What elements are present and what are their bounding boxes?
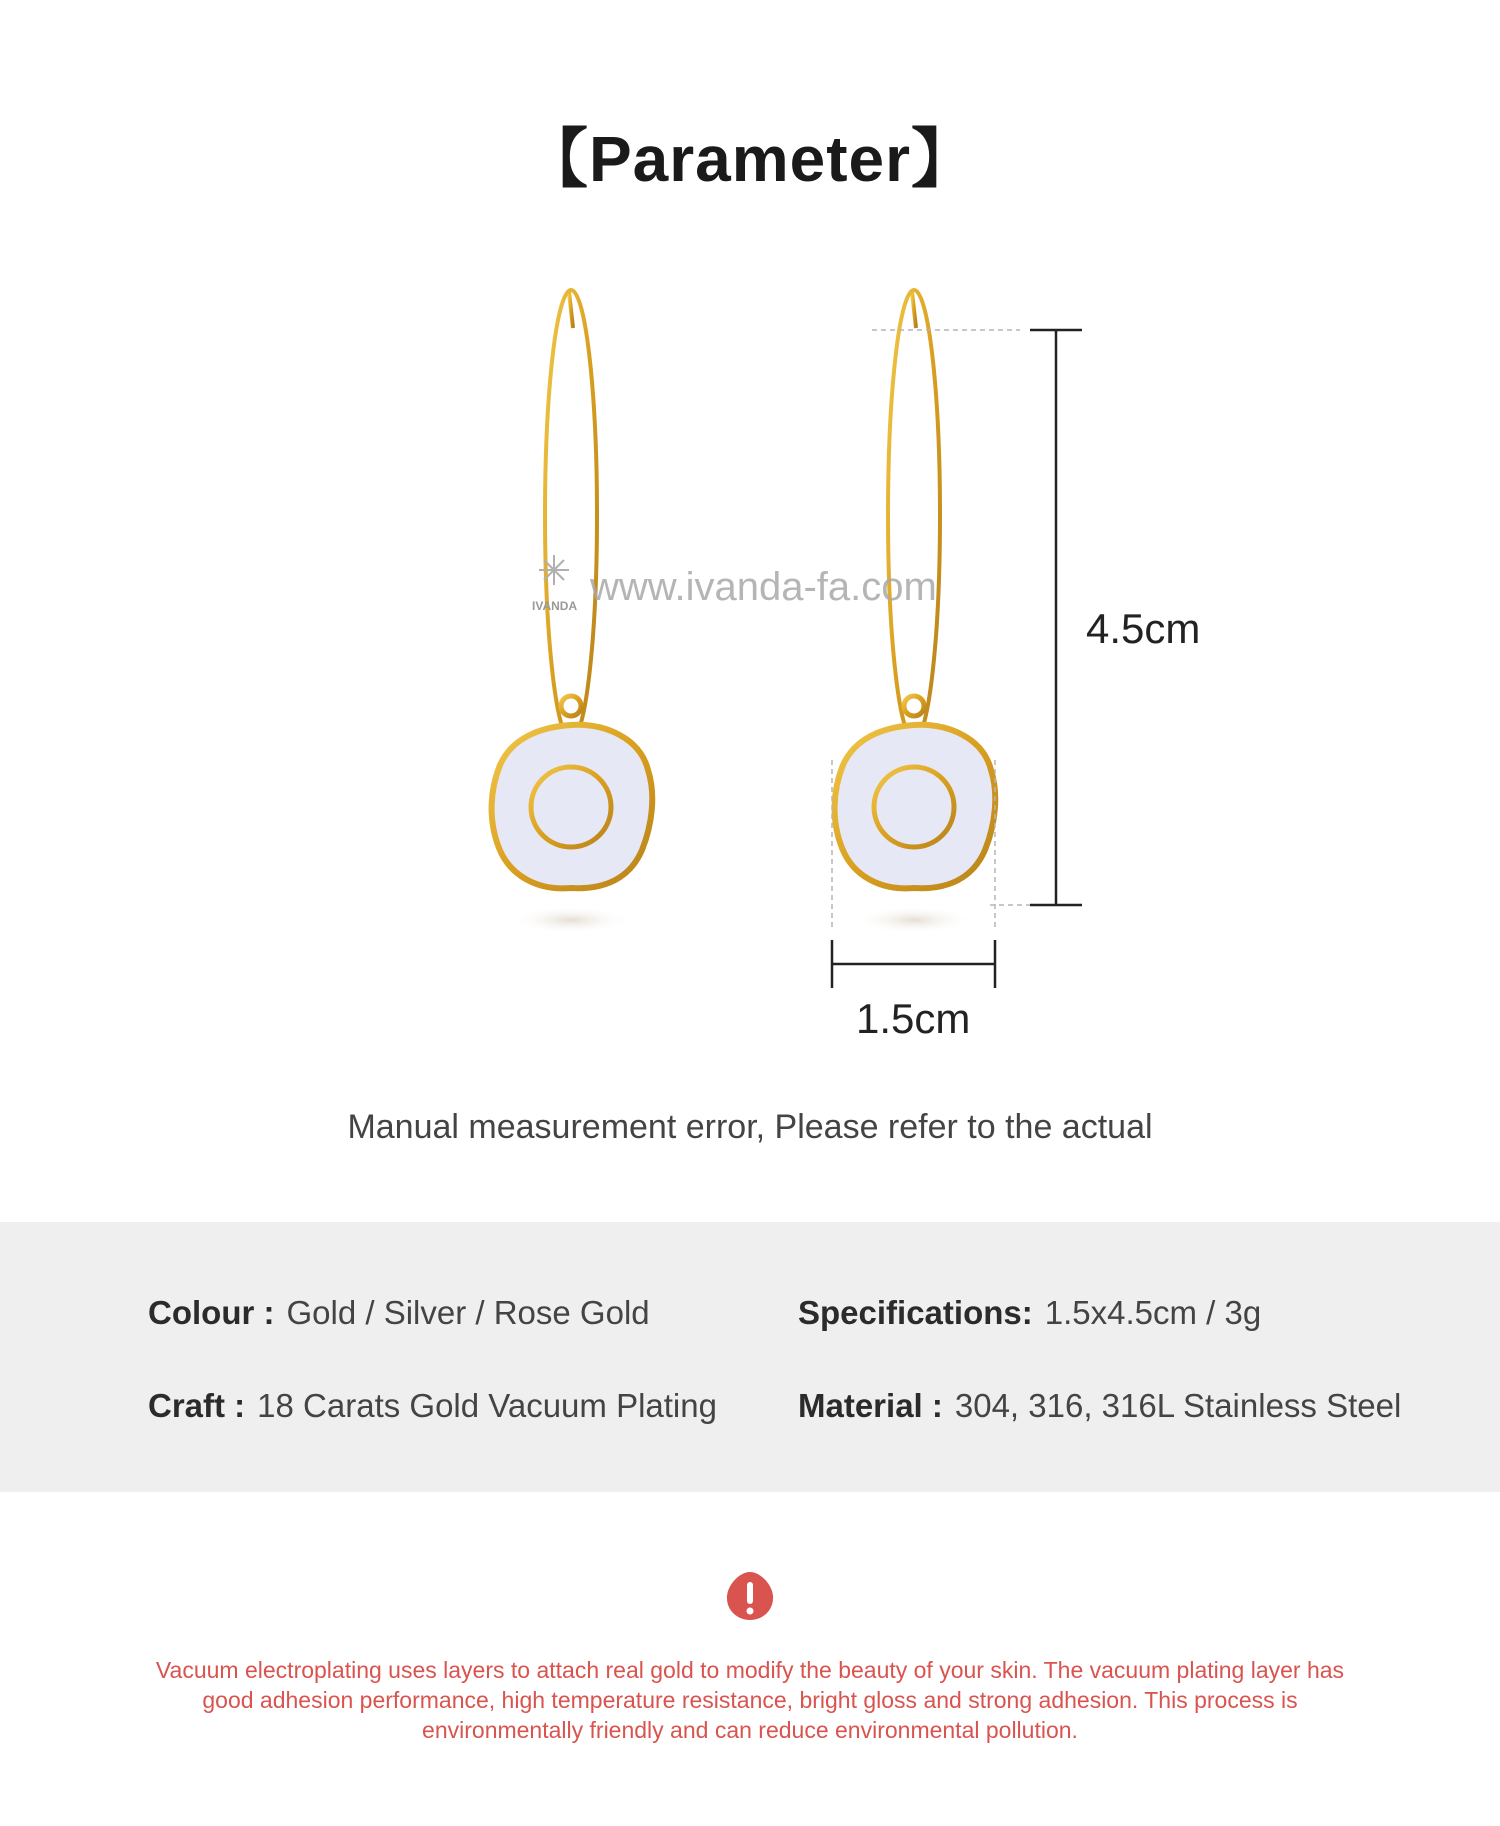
spec-specifications (798, 1294, 1261, 1332)
watermark-brand: IVANDA (532, 599, 578, 613)
spec-specifications-value: 1.5x4.5cm / 3g (1044, 1294, 1262, 1331)
width-dimension-marker (832, 940, 995, 988)
watermark-url: www.ivanda-fa.com (590, 565, 937, 609)
spec-colour-value: Gold / Silver / Rose Gold (286, 1294, 650, 1331)
spec-material-label: Material : (798, 1387, 943, 1424)
plating-description: Vacuum electroplating uses layers to attach real gold to modify the beauty of your skin. The vacuum plating layer has good adhesion performance, high temperature resistance, bright gloss and strong adhesion. This process is environmentally friendly and can reduce environmental pollution. (155, 1657, 1345, 1743)
page-title: 【Parameter】 (523, 123, 977, 195)
height-dimension-marker (1030, 330, 1082, 905)
spec-colour (148, 1294, 650, 1332)
spec-craft-value: 18 Carats Gold Vacuum Plating (257, 1387, 717, 1424)
spec-colour-label: Colour : (148, 1294, 275, 1331)
earrings-illustration (0, 250, 1500, 1070)
earring-right (835, 290, 996, 934)
alert-icon (725, 1570, 775, 1622)
height-label: 4.5cm (1086, 605, 1201, 652)
watermark (532, 555, 937, 613)
width-label: 1.5cm (856, 995, 971, 1042)
spec-craft-label: Craft : (148, 1387, 246, 1424)
spec-material (798, 1387, 1401, 1425)
spec-craft (148, 1387, 717, 1425)
spec-specifications-label: Specifications: (798, 1294, 1033, 1331)
measurement-note: Manual measurement error, Please refer to the actual (347, 1108, 1153, 1146)
spec-panel (0, 1222, 1500, 1492)
spec-material-value: 304, 316, 316L Stainless Steel (954, 1387, 1402, 1424)
